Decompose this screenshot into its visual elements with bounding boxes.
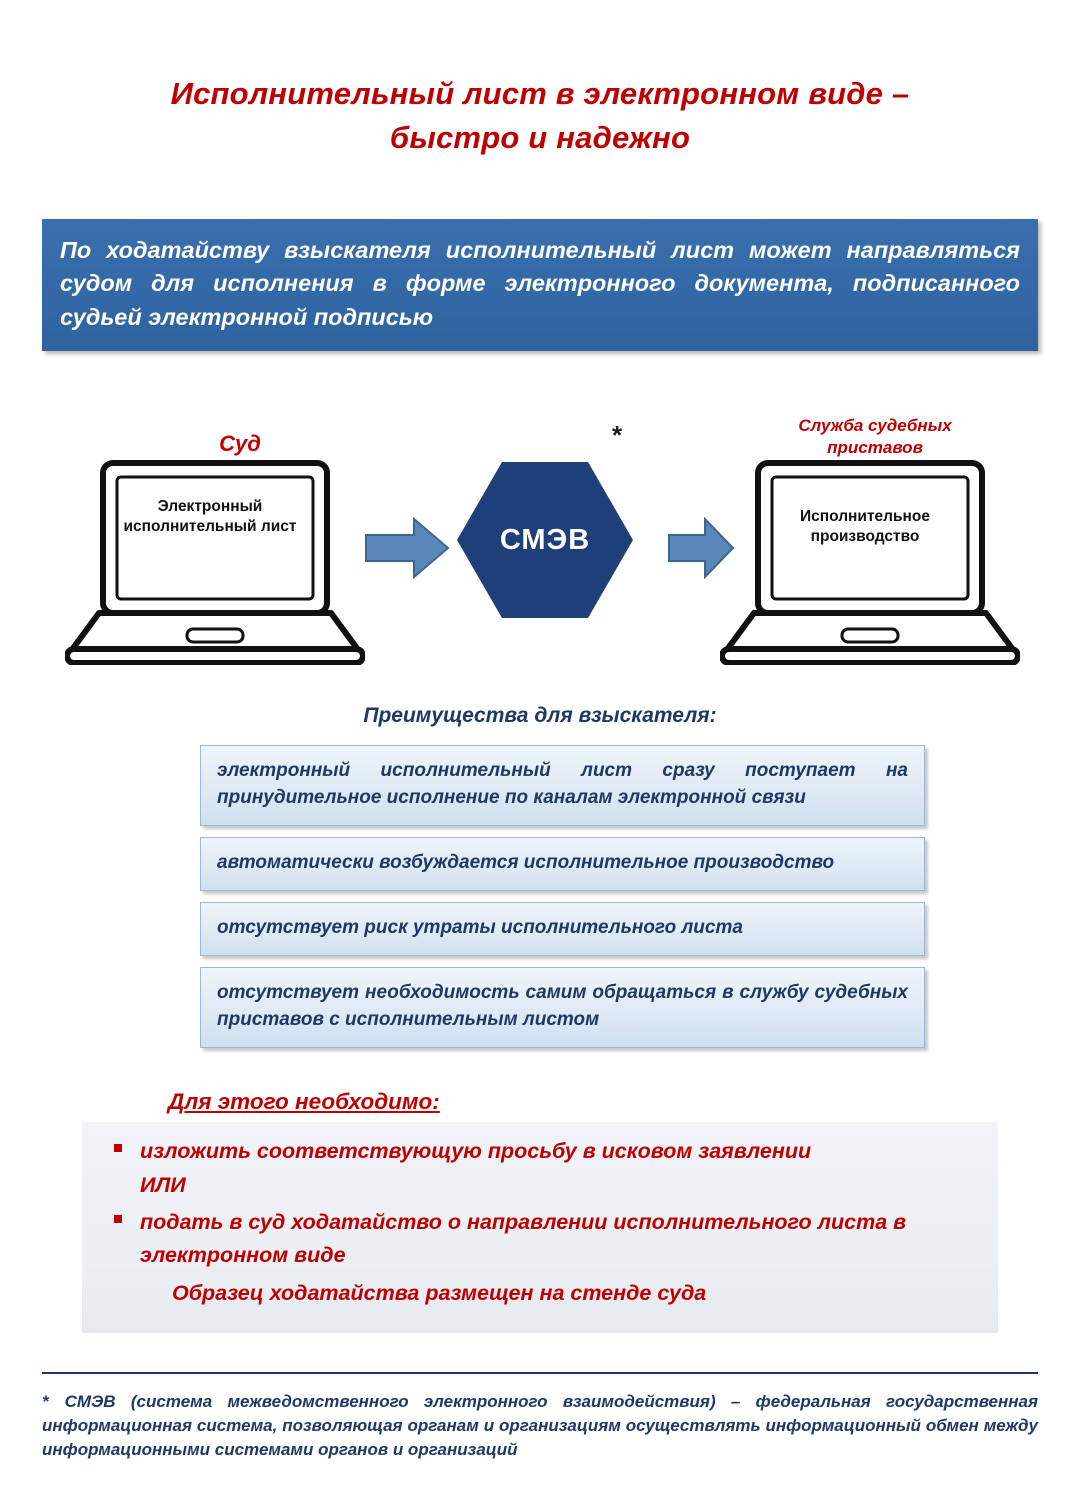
requirements-note: Образец ходатайства размещен на стенде суда (172, 1280, 707, 1305)
footnote-asterisk-marker: * (612, 420, 623, 450)
arrow-court-to-smev (364, 517, 450, 584)
court-laptop (65, 455, 365, 665)
intro-banner-text: По ходатайству взыскателя исполнительный лист может направляться судом для исполнения в форме электронного документа, подписанного судьей электронной подписью (60, 237, 1020, 330)
page-title-line-2: быстро и надежно (389, 120, 691, 156)
footnote-divider (42, 1372, 1038, 1374)
requirement-text: изложить соответствующую просьбу в исковом заявлении (140, 1139, 812, 1163)
list-item (112, 1135, 982, 1167)
list-item: электронный исполнительный лист сразу поступает на принудительное исполнение по каналам электронной связи (200, 745, 925, 826)
advantages-list (200, 745, 925, 1059)
process-diagram (0, 395, 1080, 680)
requirement-text: подать в суд ходатайство о направлении исполнительного листа в электронном виде (140, 1210, 907, 1267)
bullet-square-icon (114, 1144, 122, 1152)
laptop-icon (65, 455, 365, 665)
advantages-title: Преимущества для взыскателя: (363, 704, 717, 727)
footnote (42, 1390, 1038, 1462)
requirements-heading: Для этого необходимо: (168, 1089, 440, 1114)
footnote-asterisk: * (42, 1392, 49, 1411)
right-arrow-icon (364, 517, 450, 579)
requirements-list (112, 1135, 982, 1306)
laptop-icon (720, 455, 1020, 665)
bailiff-service-label: Служба судебных приставов (798, 416, 952, 458)
bailiff-laptop (720, 455, 1020, 665)
list-item: автоматически возбуждается исполнительное производство (200, 837, 925, 891)
smev-label: СМЭВ (499, 524, 591, 556)
requirements-or: ИЛИ (140, 1173, 186, 1198)
page-title (60, 72, 1020, 160)
bullet-square-icon (114, 1215, 122, 1223)
list-item: отсутствует необходимость самим обращаться в службу судебных приставов с исполнительным листом (200, 967, 925, 1048)
footnote-text: СМЭВ (система межведомственного электронного взаимодействия) – федеральная государственная информационная система, позволяющая органам и организациям осуществлять информационный обмен между информационными системами органов и организаций (42, 1392, 1038, 1460)
court-screen-text: Электронный исполнительный лист (123, 498, 297, 536)
list-item (112, 1206, 982, 1271)
court-label: Суд (219, 431, 261, 456)
page-title-line-1: Исполнительный лист в электронном виде – (170, 76, 910, 111)
smev-hub (455, 460, 635, 620)
list-item: отсутствует риск утраты исполнительного листа (200, 902, 925, 956)
bailiff-screen-text: Исполнительное производство (800, 508, 930, 546)
intro-banner (42, 219, 1038, 351)
